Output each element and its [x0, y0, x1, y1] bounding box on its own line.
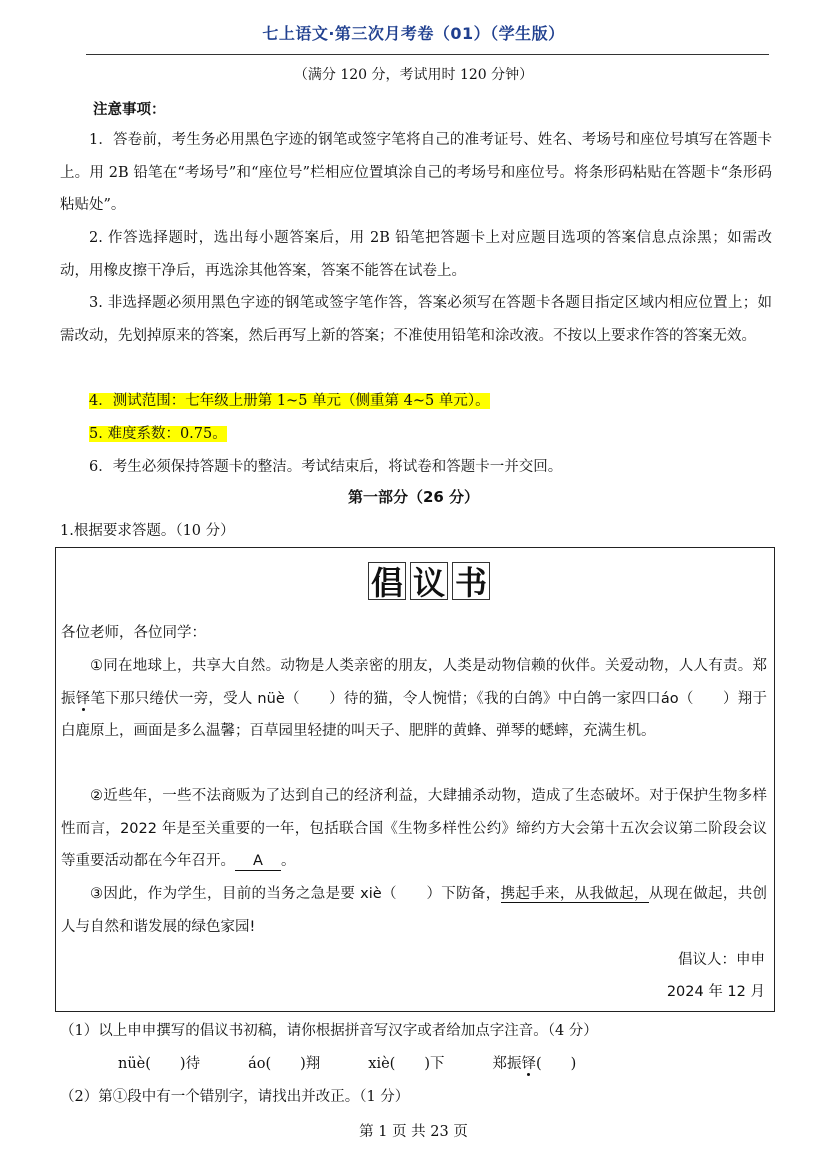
notice-item-4 — [60, 385, 772, 418]
highlight-range: 4．测试范围：七年级上册第 1~5 单元（侧重第 4~5 单元）。 — [89, 393, 490, 409]
page-footer: 第 1 页 共 23 页 — [359, 1124, 468, 1140]
highlight-difficulty: 5. 难度系数：0.75。 — [89, 426, 227, 442]
exam-subtitle: （满分 120 分，考试用时 120 分钟） — [293, 67, 534, 83]
letter-date: 2024 年 12 月 — [666, 984, 765, 1000]
pinyin-item-4: 郑振铎( ) — [492, 1056, 577, 1072]
question-1-prompt: 1.根据要求答题。（10 分） — [60, 523, 235, 539]
underlined-phrase: 携起手来，从我做起， — [500, 886, 649, 902]
notice-heading: 注意事项： — [93, 102, 166, 118]
sub-question-2: （2）第①段中有一个错别字，请找出并改正。（1 分） — [60, 1089, 410, 1105]
letter-paragraph-2: ②近些年，一些不法商贩为了达到自己的经济利益，大肆捕杀动物，造成了生态破坏。对于保护生物多样性而言，2022 年是至关重要的一年，包括联合国《生物多样性公约》缔约方大会第十五次会议第二阶段会议等重要活动都在今年召开。 A 。 — [61, 788, 767, 869]
letter-paragraph-3: ③因此，作为学生，目前的当务之急是要 xiè（ ）下防备，携起手来，从我做起，从现在做起，共创人与自然和谐发展的绿色家园! — [61, 886, 768, 935]
letter-greeting: 各位老师，各位同学： — [61, 625, 206, 641]
pinyin-item-1: nüè( )待 — [118, 1056, 201, 1072]
title-char-1: 倡 — [368, 562, 406, 600]
dotted-character: 铎 — [75, 690, 91, 707]
header-divider — [86, 54, 769, 55]
pinyin-item-2: áo( )翔 — [248, 1056, 321, 1072]
notice-item-1: 1．答卷前，考生务必用黑色字迹的钢笔或签字笔将自己的准考证号、姓名、考场号和座位号填写在答题卡上。用 2B 铅笔在“考场号”和“座位号”栏相应位置填涂自己的考场号和座位号。将条形码粘贴在答题卡“条形码粘贴处”。 — [60, 132, 772, 213]
dotted-character: 铎 — [521, 1056, 536, 1072]
part-one-title: 第一部分（26 分） — [347, 488, 480, 506]
sub-question-1: （1）以上申申撰写的倡议书初稿，请你根据拼音写汉字或者给加点字注音。（4 分） — [60, 1023, 598, 1039]
notice-item-5 — [60, 418, 772, 451]
blank-a: A — [235, 852, 281, 871]
letter-title — [368, 562, 494, 600]
page-header-title: 七上语文·第三次月考卷（01）（学生版） — [262, 24, 565, 43]
notice-item-3: 3. 非选择题必须用黑色字迹的钢笔或签字笔作答，答案必须写在答题卡各题目指定区域内相应位置上；如需改动，先划掉原来的答案，然后再写上新的答案；不准使用铅笔和涂改液。不按以上要求作答的答案无效。 — [60, 295, 772, 344]
letter-paragraph-1: ①同在地球上，共享大自然。动物是人类亲密的朋友，人类是动物信赖的伙伴。关爱动物，人人有责。郑振铎笔下那只绻伏一旁，受人 nüè（ ）待的猫，令人惋惜；《我的白鸽》中白鸽一家四口áo（ ）翔于白鹿原上，画面是多么温馨；百草园里轻捷的叫天子、肥胖的黄蜂、弹琴的蟋蟀，充满生机。 — [61, 658, 768, 739]
letter-signer: 倡议人：申申 — [678, 952, 765, 968]
notice-item-2: 2. 作答选择题时，选出每小题答案后，用 2B 铅笔把答题卡上对应题目选项的答案信息点涂黑；如需改动，用橡皮擦干净后，再选涂其他答案，答案不能答在试卷上。 — [60, 230, 772, 279]
notice-item-6: 6．考生必须保持答题卡的整洁。考试结束后，将试卷和答题卡一并交回。 — [89, 459, 563, 475]
title-char-2: 议 — [410, 562, 448, 600]
pinyin-answer-row — [118, 1052, 576, 1073]
title-char-3: 书 — [452, 562, 490, 600]
pinyin-item-3: xiè( )下 — [368, 1056, 445, 1072]
